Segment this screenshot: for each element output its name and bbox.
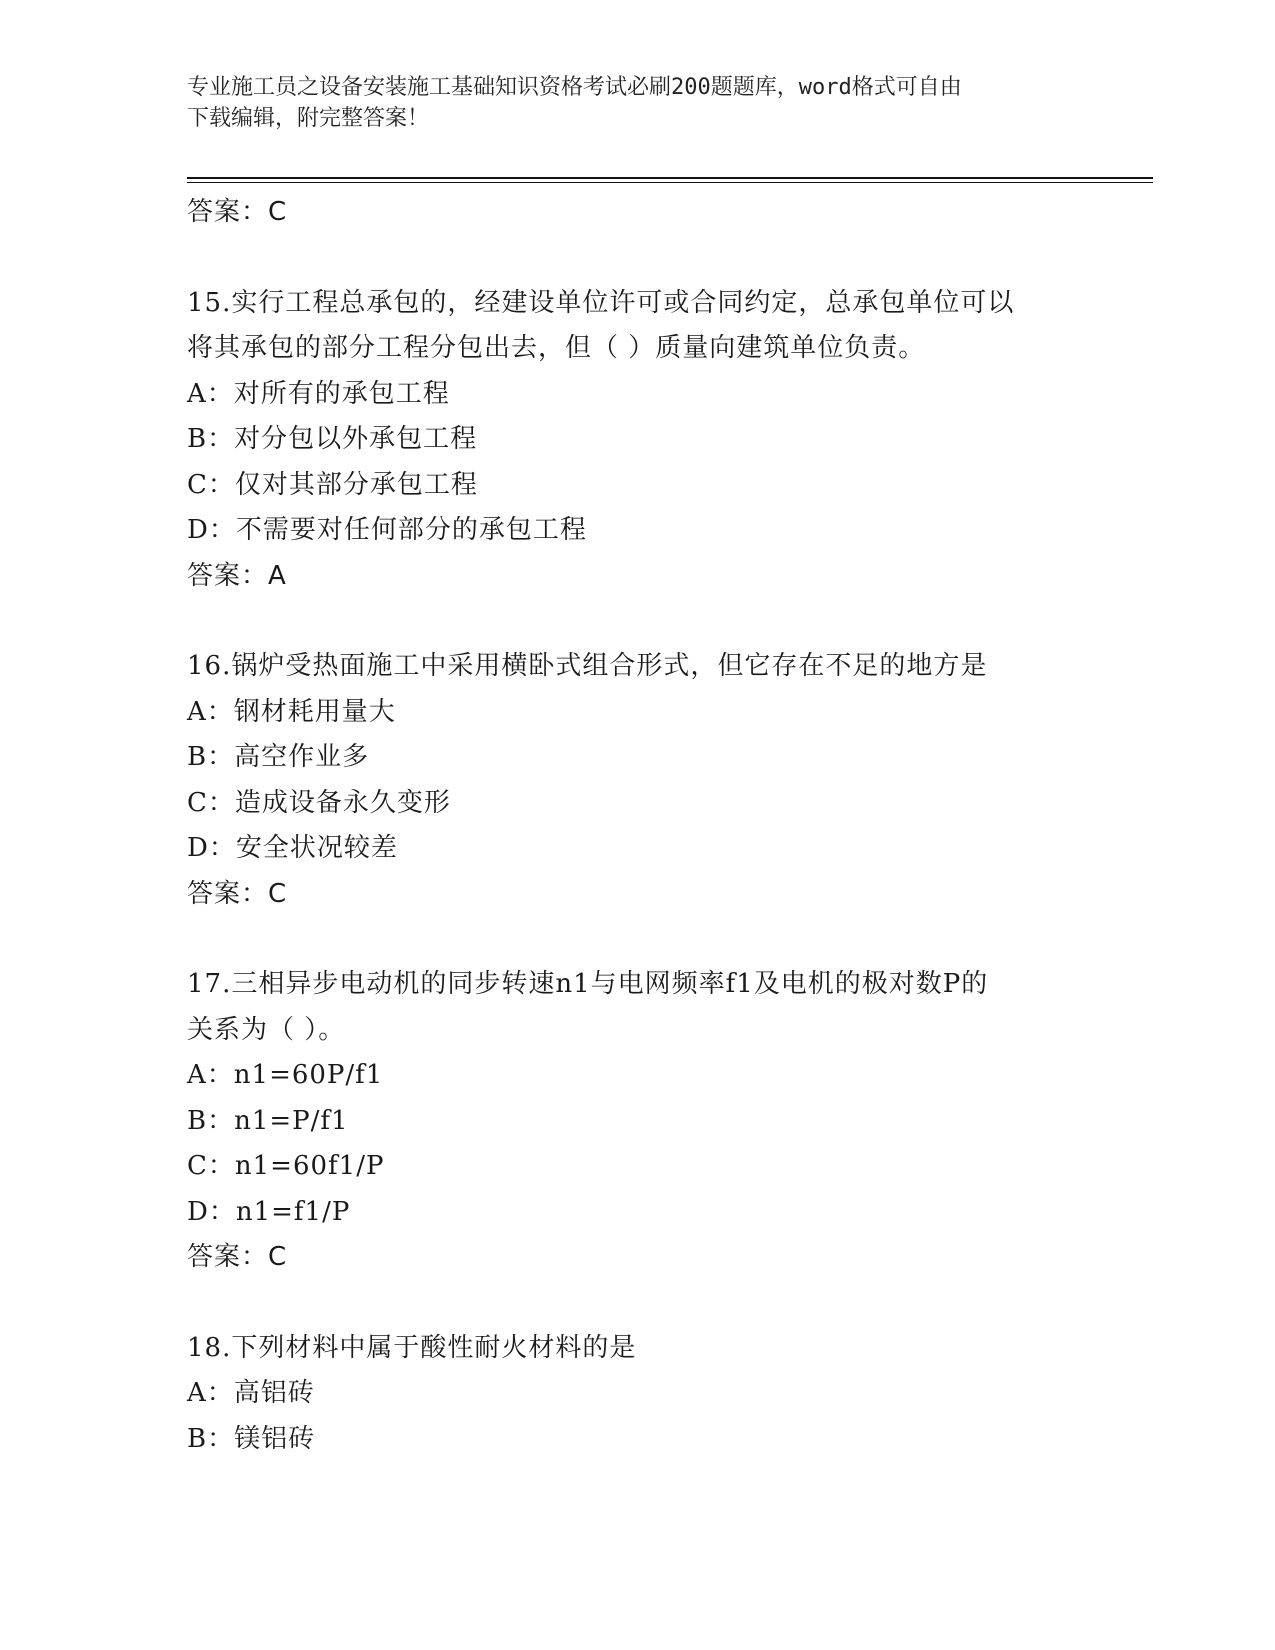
question-15 (187, 281, 1087, 600)
option-a: A：高铝砖 (187, 1378, 315, 1408)
header-line-1: 专业施工员之设备安装施工基础知识资格考试必刷200题题库，word格式可自由 (187, 75, 962, 100)
header-line-2: 下载编辑，附完整答案！ (187, 106, 430, 131)
question-18 (187, 1326, 1087, 1463)
answer-line: 答案：C (187, 197, 288, 227)
question-stem-line: 15.实行工程总承包的，经建设单位许可或合同约定，总承包单位可以 (187, 287, 1015, 318)
question-list (187, 190, 1087, 1462)
header-rule-thick (187, 177, 1153, 179)
header-rule-thin (187, 182, 1153, 183)
answer-line: 答案：C (187, 878, 288, 909)
option-c: C：仅对其部分承包工程 (187, 469, 478, 500)
question-stem-line: 17.三相异步电动机的同步转速n1与电网频率f1及电机的极对数P的 (187, 969, 989, 999)
option-b: B：对分包以外承包工程 (187, 424, 478, 454)
question-17 (187, 962, 1087, 1281)
question-stem-line: 关系为（ ）。 (187, 1014, 346, 1045)
answer-line: 答案：C (187, 1242, 288, 1272)
option-b: B：高空作业多 (187, 742, 370, 772)
option-d: D：安全状况较差 (187, 833, 398, 863)
option-a: A：对所有的承包工程 (187, 378, 450, 409)
answer-line: 答案：A (187, 560, 287, 591)
option-c: C：造成设备永久变形 (187, 787, 451, 818)
option-c: C：n1=60f1/P (187, 1151, 385, 1181)
question-stem-line: 16.锅炉受热面施工中采用横卧式组合形式，但它存在不足的地方是 (187, 651, 988, 681)
option-a: A：钢材耗用量大 (187, 696, 396, 727)
question-stem-line: 将其承包的部分工程分包出去，但（ ）质量向建筑单位负责。 (187, 333, 926, 363)
document-header (187, 72, 1087, 134)
question-stem-line: 18.下列材料中属于酸性耐火材料的是 (187, 1332, 637, 1363)
question-16 (187, 644, 1087, 917)
option-b: B：镁铝砖 (187, 1423, 316, 1454)
option-a: A：n1=60P/f1 (187, 1060, 384, 1090)
option-d: D：n1=f1/P (187, 1196, 351, 1227)
option-d: D：不需要对任何部分的承包工程 (187, 515, 587, 545)
option-b: B：n1=P/f1 (187, 1105, 349, 1136)
